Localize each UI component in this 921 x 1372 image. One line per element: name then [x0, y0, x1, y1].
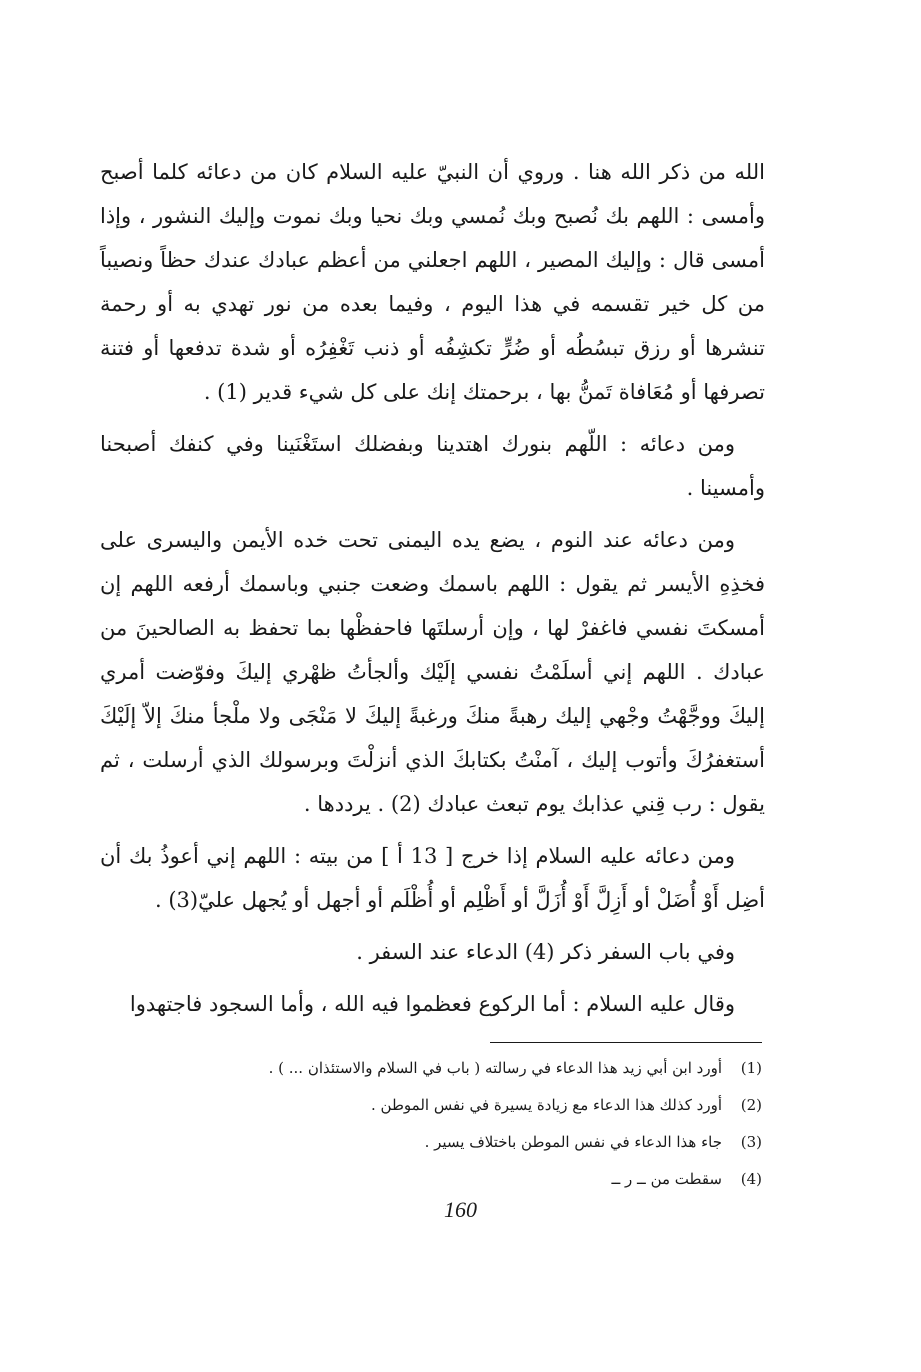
footnote-number: (1) [740, 1059, 762, 1077]
footnotes [180, 1050, 762, 1198]
footnote-number: (2) [740, 1096, 762, 1114]
footnote-text: أورد كذلك هذا الدعاء مع زيادة يسيرة في نفس الموطن . [371, 1096, 722, 1114]
paragraph-2-text: ومن دعائه : اللّهم بنورك اهتدينا وبفضلك استَغْنَينا وفي كنفك أصبحنا وأمسينا . [100, 432, 765, 500]
paragraph-3-text: ومن دعائه عند النوم ، يضع يده اليمنى تحت خده الأيمن واليسرى على فخذِهِ الأيسر ثم يقول : اللهم باسمك وضعت جنبي وباسمك أرفعه اللهم إن أمسكتَ نفسي فاغفرْ لها ، وإن أرسلتَها فاحفظْها بما تحفظ به الصالحينَ من عبادك . اللهم إني أسلَمْتُ نفسي إلَيْك وألجأتُ ظهْري إليكَ وفوّضت أمري إليكَ ووجَّهْتُ وجْهي إليك رهبةً منكَ ورغبةً إليكَ لا مَنْجَى ولا ملْجأ منكَ إلاّ إلَيْكَ أستغفرُكَ وأتوب إليك ، آمنْتُ بكتابكَ الذي أنزلْتَ وبرسولك الذي أرسلت ، ثم يقول : رب قِني عذابك يوم تبعث عبادك (2) . يرددها . [100, 528, 765, 816]
footnote-number: (4) [740, 1170, 762, 1188]
paragraph-4 [100, 834, 765, 922]
paragraph-3 [100, 518, 765, 826]
paragraph-1 [100, 150, 765, 414]
paragraph-2 [100, 422, 765, 510]
page-number: 160 [444, 1197, 477, 1222]
footnote-4 [180, 1161, 762, 1198]
main-text [100, 150, 765, 1034]
paragraph-6-text: وقال عليه السلام : أما الركوع فعظموا فيه الله ، وأما السجود فاجتهدوا [129, 992, 735, 1016]
footnote-1 [180, 1050, 762, 1087]
footnote-number: (3) [740, 1133, 762, 1151]
paragraph-5 [100, 930, 765, 974]
footnote-2 [180, 1087, 762, 1124]
paragraph-5-text: وفي باب السفر ذكر (4) الدعاء عند السفر . [356, 940, 735, 964]
footnote-3 [180, 1124, 762, 1161]
paragraph-1-text: الله من ذكر الله هنا . وروي أن النبيّ عليه السلام كان من دعائه كلما أصبح وأمسى : اللهم بك نُصبح وبك نُمسي وبك نحيا وبك نموت وإليك النشور ، وإذا أمسى قال : وإليك المصير ، اللهم اجعلني من أعظم عبادك عندك حظاً ونصيباً من كل خير تقسمه في هذا اليوم ، وفيما بعده من نور تهدي به أو رحمة تنشرها أو رزق تبسُطُه أو ضُرٍّ تكشِفُه أو ذنب تَغْفِرُه أو شدة تدفعها أو فتنة تصرفها أو مُعَافاة تَمنُّ بها ، برحمتك إنك على كل شيء قدير (1) . [100, 160, 765, 404]
paragraph-6 [100, 982, 765, 1026]
footnote-text: أورد ابن أبي زيد هذا الدعاء في رسالته ( باب في السلام والاستئذان ... ) . [268, 1059, 722, 1077]
footnote-text: جاء هذا الدعاء في نفس الموطن باختلاف يسير . [424, 1133, 722, 1151]
paragraph-4-text: ومن دعائه عليه السلام إذا خرج [ 13 أ ] من بيته : اللهم إني أعوذُ بك أن أضِل أَوْ أُضَلْ أو أَزِلَّ أَوْ أُزَلَّ أو أَظْلِم أو أُظْلَم أو أجهل أو يُجهل عليّ(3) . [100, 844, 765, 912]
footnote-text: سقطت من ــ ر ــ [611, 1170, 722, 1188]
footnote-separator [490, 1042, 762, 1043]
